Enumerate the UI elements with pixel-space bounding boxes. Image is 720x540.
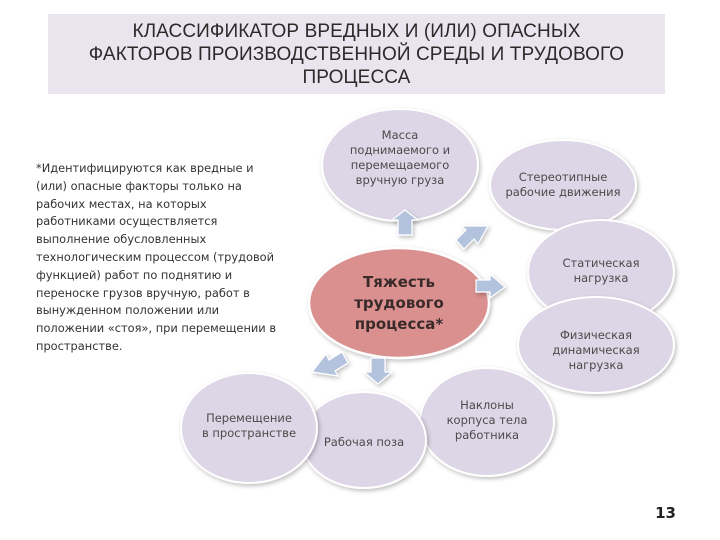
footnote-text: *Идентифицируются как вредные и (или) опасные факторы только на рабочих местах, на которых работниками осуществляется выполнение обусловленных технологическим процессом (трудовой функцией) работ по поднятию и переноске грузов вручную, работ в вынужденном положении или положении «стоя», при перемещении в пространстве. — [36, 161, 277, 353]
slide-title: КЛАССИФИКАТОР ВРЕДНЫХ И (ИЛИ) ОПАСНЫХ ФАКТОРОВ ПРОИЗВОДСТВЕННОЙ СРЕДЫ И ТРУДОВОГО ПРОЦЕССА — [88, 20, 625, 88]
label-static: Статическая нагрузка — [562, 256, 640, 285]
label-stereotyped: Стереотипные рабочие движения — [505, 170, 621, 199]
label-center: Тяжесть трудового процесса* — [354, 272, 444, 333]
label-bending: Наклоны корпуса тела работника — [446, 397, 528, 442]
arrow-down-left — [312, 352, 348, 376]
arrow-up-right — [456, 226, 488, 249]
page-number: 13 — [655, 504, 676, 522]
label-mass: Масса поднимаемого и перемещаемого вручную груза — [349, 128, 451, 187]
label-movement: Перемещение в пространстве — [201, 411, 297, 440]
label-posture: Рабочая поза — [323, 434, 405, 449]
arrow-down — [364, 358, 392, 384]
label-dynamic: Физическая динамическая нагрузка — [552, 327, 640, 372]
